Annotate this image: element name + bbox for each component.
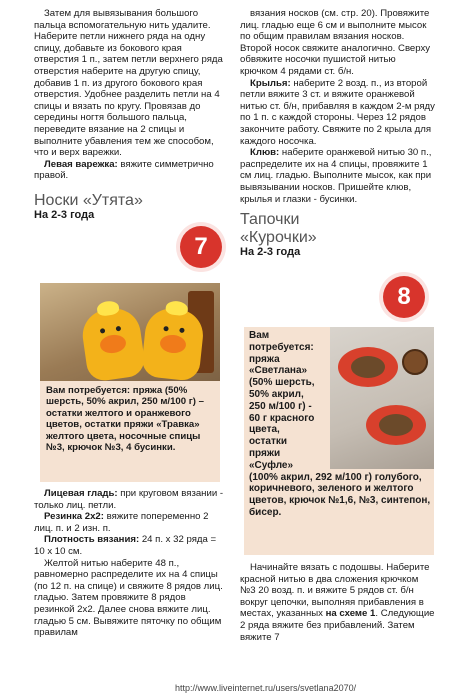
materials-line: 60 г красного xyxy=(249,412,315,424)
materials-line: цвета, xyxy=(249,424,280,436)
stockinette-text: при круговом вязании - только лиц. петли. xyxy=(34,488,224,511)
rib-text: вяжите попеременно 2 лиц. п. и 2 изн. п. xyxy=(34,511,209,534)
badge-number-8: 8 xyxy=(383,276,425,318)
gauge-text: 24 п. x 32 ряда = 10 x 10 см. xyxy=(34,534,217,557)
left-column xyxy=(34,8,224,222)
beak-text: наберите оранжевой нитью 30 п., распределите их на 4 спицы, провяжите 1 см лиц. гладью. Выполните мысок, как при вывязывании носков. Пришейте клюв, крылья и глазки - бусинки. xyxy=(240,147,432,205)
paragraph-instructions: Желтой нитью наберите 48 п., равномерно распределите их на 4 спицы (по 12 п. на спице) и свяжите 8 рядов лиц. гладью. Затем провяжите 8 рядов резинкой 2х2. Далее снова вяжите лиц. гладью 5 см. Вывяжите пяточку по общим правилам xyxy=(34,557,223,639)
materials-line: (50% шерсть, xyxy=(249,377,315,389)
duck-sock-left xyxy=(79,305,146,381)
paragraph-rib xyxy=(34,511,224,534)
materials-line: «Суфле» xyxy=(249,459,294,471)
materials-line: остатки xyxy=(249,436,288,448)
materials-line: пряжи xyxy=(249,447,281,459)
gauge-label: Плотность вязания: xyxy=(44,534,140,546)
scheme-reference: на схеме 1 xyxy=(325,608,376,620)
left-mitten-label: Левая варежка: xyxy=(44,158,118,170)
badge-number-7: 7 xyxy=(180,226,222,268)
paragraph-wings xyxy=(240,78,435,148)
rib-label: Резинка 2х2: xyxy=(44,511,104,523)
footer-url[interactable]: http://www.liveinternet.ru/users/svetlana2070/ xyxy=(175,683,357,693)
paragraph-gauge xyxy=(34,534,224,557)
left-mitten-text: вяжите симметрично правой. xyxy=(34,158,214,182)
section-title-hens-line1: Тапочки xyxy=(240,211,300,229)
beak-label: Клюв: xyxy=(250,147,280,159)
section-title-ducklings: Носки «Утята» xyxy=(34,191,143,209)
age-ducklings: На 2-3 года xyxy=(34,208,95,221)
materials-line: 50% акрил, xyxy=(249,388,304,400)
materials-line: потребуется: xyxy=(249,341,314,353)
materials-rest: (100% акрил, 292 м/100 г) голубого, коричневого, зеленого и желтого цветов, крючок №1,6, №3, синтепон, бисер. xyxy=(249,471,431,518)
materials-box-ducklings: Вам потребуется: пряжа (50% шерсть, 50% акрил, 250 м/100 г) – остатки желтого и оранжевого цветов, остатки пряжи «Травка» желтого цвета, носочные спицы №3, крючок №3, 4 бусинки. xyxy=(40,381,220,482)
wings-label: Крылья: xyxy=(250,77,291,89)
left-column-lower xyxy=(34,488,224,639)
paragraph-left-mitten xyxy=(34,159,224,182)
stockinette-label: Лицевая гладь: xyxy=(44,488,118,499)
materials-box-hens xyxy=(249,330,431,519)
paragraph-stockinette xyxy=(34,488,224,511)
age-hens: На 2-3 года xyxy=(240,246,301,259)
duck-sock-right xyxy=(141,306,206,381)
paragraph-beak xyxy=(240,147,435,205)
materials-line: Вам xyxy=(249,330,270,341)
section-title-hens-line2: «Курочки» xyxy=(240,229,317,247)
materials-line: «Светлана» xyxy=(249,365,308,377)
materials-line: пряжа xyxy=(249,353,280,365)
photo-duck-socks xyxy=(40,283,220,381)
paragraph-thumb: Затем для вывязывания большого пальца вспомогательную нить удалите. Наберите петли нижнего ряда на одну спицу, добавьте из бокового края отверстия 1 п., затем петли верхнего ряда отверстия наберите на другую спицу, добавив 1 п. из другого бокового края отверстия. Удобнее разделить петли на 4 спицы и вязать по кругу. Провязав до середины ногтя большого пальца, переведите вязание на 2 спицы и выполните убавления тем же способом, что и верх варежки. xyxy=(34,8,223,159)
right-column-lower xyxy=(240,562,435,643)
wings-text: наберите 2 возд. п., из второй петли вяжите 3 ст. и вяжите оранжевой нитью ст. б/н, прибавляя в каждом 2-м ряду по 1 п. с каждой стороны. Через 12 рядов закончите работу. Свяжите по 2 крыла для каждого носочка. xyxy=(240,77,435,147)
materials-line: 250 м/100 г) - xyxy=(249,400,312,412)
right-column xyxy=(240,8,435,259)
paragraph-sole: Начинайте вязать с подошвы. Наберите красной нитью в два сложения крючком №3 20 возд. п. и вяжите 5 рядов ст. б/н вокруг цепочки, выполняя прибавления в местах, указанных на схеме 1. Следующие 2 ряда вяжите без прибавлений. Затем вяжите 7 xyxy=(240,562,435,643)
paragraph-socks-cont: вязания носков (см. стр. 20). Провяжите лиц. гладью еще 6 см и выполните мысок по общим правилам вязания носков. Второй носок свяжите аналогично. Сверху обвяжите носочки пушистой нитью крючком 4 рядами ст. б/н. xyxy=(240,8,431,77)
